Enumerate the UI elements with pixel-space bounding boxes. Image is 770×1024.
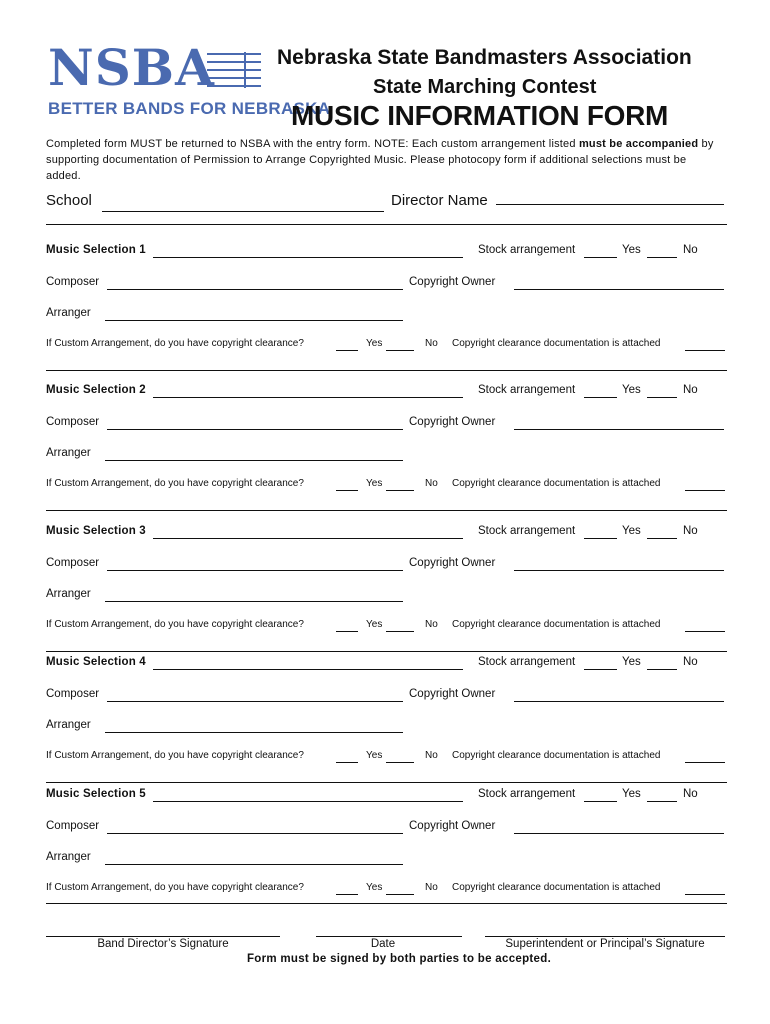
stock-no-label: No [683, 384, 698, 396]
stock-no-label: No [683, 656, 698, 668]
copyright-owner-field[interactable] [514, 289, 724, 290]
music-selection-3-label: Music Selection 3 [46, 525, 146, 537]
clearance-question: If Custom Arrangement, do you have copyright clearance? [46, 750, 304, 761]
divider [46, 903, 727, 904]
clearance-doc-field[interactable] [685, 894, 725, 895]
copyright-owner-label: Copyright Owner [409, 688, 496, 700]
clearance-no-label: No [425, 338, 438, 349]
clearance-question: If Custom Arrangement, do you have copyright clearance? [46, 882, 304, 893]
director-signature-field[interactable] [46, 936, 280, 937]
music-selection-1-label: Music Selection 1 [46, 244, 146, 256]
composer-label: Composer [46, 820, 100, 832]
clearance-blank[interactable] [336, 762, 358, 763]
copyright-owner-field[interactable] [514, 570, 724, 571]
stock-no-label: No [683, 525, 698, 537]
superintendent-signature-label: Superintendent or Principal’s Signature [505, 938, 705, 950]
composer-field[interactable] [107, 701, 403, 702]
arranger-field[interactable] [105, 320, 403, 321]
stock-yes-field[interactable] [584, 397, 617, 398]
stock-no-label: No [683, 788, 698, 800]
clearance-yes-label: Yes [366, 338, 383, 349]
arranger-label: Arranger [46, 307, 91, 319]
clearance-question: If Custom Arrangement, do you have copyright clearance? [46, 338, 304, 349]
superintendent-signature-field[interactable] [485, 936, 725, 937]
clearance-yes-label: Yes [366, 478, 383, 489]
copyright-owner-field[interactable] [514, 701, 724, 702]
clearance-blank[interactable] [336, 350, 358, 351]
clearance-no-label: No [425, 478, 438, 489]
arranger-label: Arranger [46, 588, 91, 600]
arranger-field[interactable] [105, 864, 403, 865]
date-field[interactable] [316, 936, 462, 937]
nsba-logo: NSBA [48, 38, 215, 97]
director-signature-label: Band Director’s Signature [97, 938, 229, 950]
clearance-yes-field[interactable] [386, 762, 414, 763]
composer-label: Composer [46, 688, 100, 700]
stock-yes-label: Yes [622, 244, 641, 256]
composer-field[interactable] [107, 289, 403, 290]
stock-yes-field[interactable] [584, 669, 617, 670]
stock-yes-field[interactable] [584, 801, 617, 802]
clearance-yes-label: Yes [366, 882, 383, 893]
copyright-owner-field[interactable] [514, 833, 724, 834]
clearance-doc-field[interactable] [685, 762, 725, 763]
music-selection-2-label: Music Selection 2 [46, 384, 146, 396]
clearance-doc-field[interactable] [685, 490, 725, 491]
stock-arrangement-label: Stock arrangement [478, 788, 576, 800]
stock-arrangement-label: Stock arrangement [478, 244, 576, 256]
stock-yes-label: Yes [622, 384, 641, 396]
composer-label: Composer [46, 276, 100, 288]
stock-yes-label: Yes [622, 788, 641, 800]
clearance-yes-field[interactable] [386, 894, 414, 895]
music-selection-4-label: Music Selection 4 [46, 656, 146, 668]
music-selection-2-field[interactable] [153, 397, 463, 398]
composer-label: Composer [46, 416, 100, 428]
divider [46, 782, 727, 783]
stock-no-field[interactable] [647, 257, 677, 258]
arranger-label: Arranger [46, 447, 91, 459]
divider [46, 651, 727, 652]
date-label: Date [370, 938, 396, 950]
director-label: Director Name [391, 192, 488, 209]
composer-field[interactable] [107, 570, 403, 571]
clearance-doc-label: Copyright clearance documentation is attached [452, 750, 661, 761]
clearance-doc-label: Copyright clearance documentation is attached [452, 619, 661, 630]
copyright-owner-label: Copyright Owner [409, 276, 496, 288]
contest-name: State Marching Contest [373, 76, 597, 98]
divider [46, 224, 727, 225]
logo-tagline: BETTER BANDS FOR NEBRASKA [48, 99, 331, 118]
stock-yes-label: Yes [622, 525, 641, 537]
music-selection-3-field[interactable] [153, 538, 463, 539]
composer-field[interactable] [107, 833, 403, 834]
clearance-doc-field[interactable] [685, 350, 725, 351]
divider [46, 510, 727, 511]
clearance-yes-field[interactable] [386, 631, 414, 632]
clearance-no-label: No [425, 750, 438, 761]
divider [46, 370, 727, 371]
clearance-blank[interactable] [336, 631, 358, 632]
composer-label: Composer [46, 557, 100, 569]
arranger-field[interactable] [105, 601, 403, 602]
clearance-blank[interactable] [336, 490, 358, 491]
stock-yes-field[interactable] [584, 257, 617, 258]
arranger-label: Arranger [46, 851, 91, 863]
stock-arrangement-label: Stock arrangement [478, 384, 576, 396]
copyright-owner-field[interactable] [514, 429, 724, 430]
logo-staff-lines-icon [207, 50, 261, 92]
org-name: Nebraska State Bandmasters Association [277, 46, 692, 69]
school-field[interactable] [102, 211, 384, 212]
clearance-question: If Custom Arrangement, do you have copyright clearance? [46, 619, 304, 630]
clearance-yes-field[interactable] [386, 490, 414, 491]
clearance-no-label: No [425, 619, 438, 630]
clearance-doc-label: Copyright clearance documentation is attached [452, 478, 661, 489]
clearance-doc-label: Copyright clearance documentation is attached [452, 338, 661, 349]
music-selection-5-field[interactable] [153, 801, 463, 802]
stock-arrangement-label: Stock arrangement [478, 525, 576, 537]
arranger-field[interactable] [105, 732, 403, 733]
copyright-owner-label: Copyright Owner [409, 820, 496, 832]
signature-note: Form must be signed by both parties to be accepted. [246, 953, 552, 965]
school-label: School [46, 192, 92, 209]
clearance-doc-field[interactable] [685, 631, 725, 632]
clearance-doc-label: Copyright clearance documentation is attached [452, 882, 661, 893]
clearance-yes-label: Yes [366, 619, 383, 630]
copyright-owner-label: Copyright Owner [409, 416, 496, 428]
stock-no-field[interactable] [647, 397, 677, 398]
composer-field[interactable] [107, 429, 403, 430]
stock-yes-label: Yes [622, 656, 641, 668]
stock-yes-field[interactable] [584, 538, 617, 539]
music-selection-4-field[interactable] [153, 669, 463, 670]
arranger-label: Arranger [46, 719, 91, 731]
stock-no-label: No [683, 244, 698, 256]
arranger-field[interactable] [105, 460, 403, 461]
director-field[interactable] [496, 204, 724, 205]
clearance-question: If Custom Arrangement, do you have copyright clearance? [46, 478, 304, 489]
clearance-yes-label: Yes [366, 750, 383, 761]
stock-arrangement-label: Stock arrangement [478, 656, 576, 668]
stock-no-field[interactable] [647, 801, 677, 802]
form-title: MUSIC INFORMATION FORM [291, 100, 669, 131]
copyright-owner-label: Copyright Owner [409, 557, 496, 569]
clearance-no-label: No [425, 882, 438, 893]
stock-no-field[interactable] [647, 538, 677, 539]
music-selection-5-label: Music Selection 5 [46, 788, 146, 800]
clearance-yes-field[interactable] [386, 350, 414, 351]
intro-text: Completed form MUST be returned to NSBA with the entry form. NOTE: Each custom arrangement listed must be accompanied by supporting documentation of Permission to Arrange Copyrighted Music. Please photocopy form if additional selections must be added. [46, 138, 714, 182]
clearance-blank[interactable] [336, 894, 358, 895]
music-selection-1-field[interactable] [153, 257, 463, 258]
stock-no-field[interactable] [647, 669, 677, 670]
